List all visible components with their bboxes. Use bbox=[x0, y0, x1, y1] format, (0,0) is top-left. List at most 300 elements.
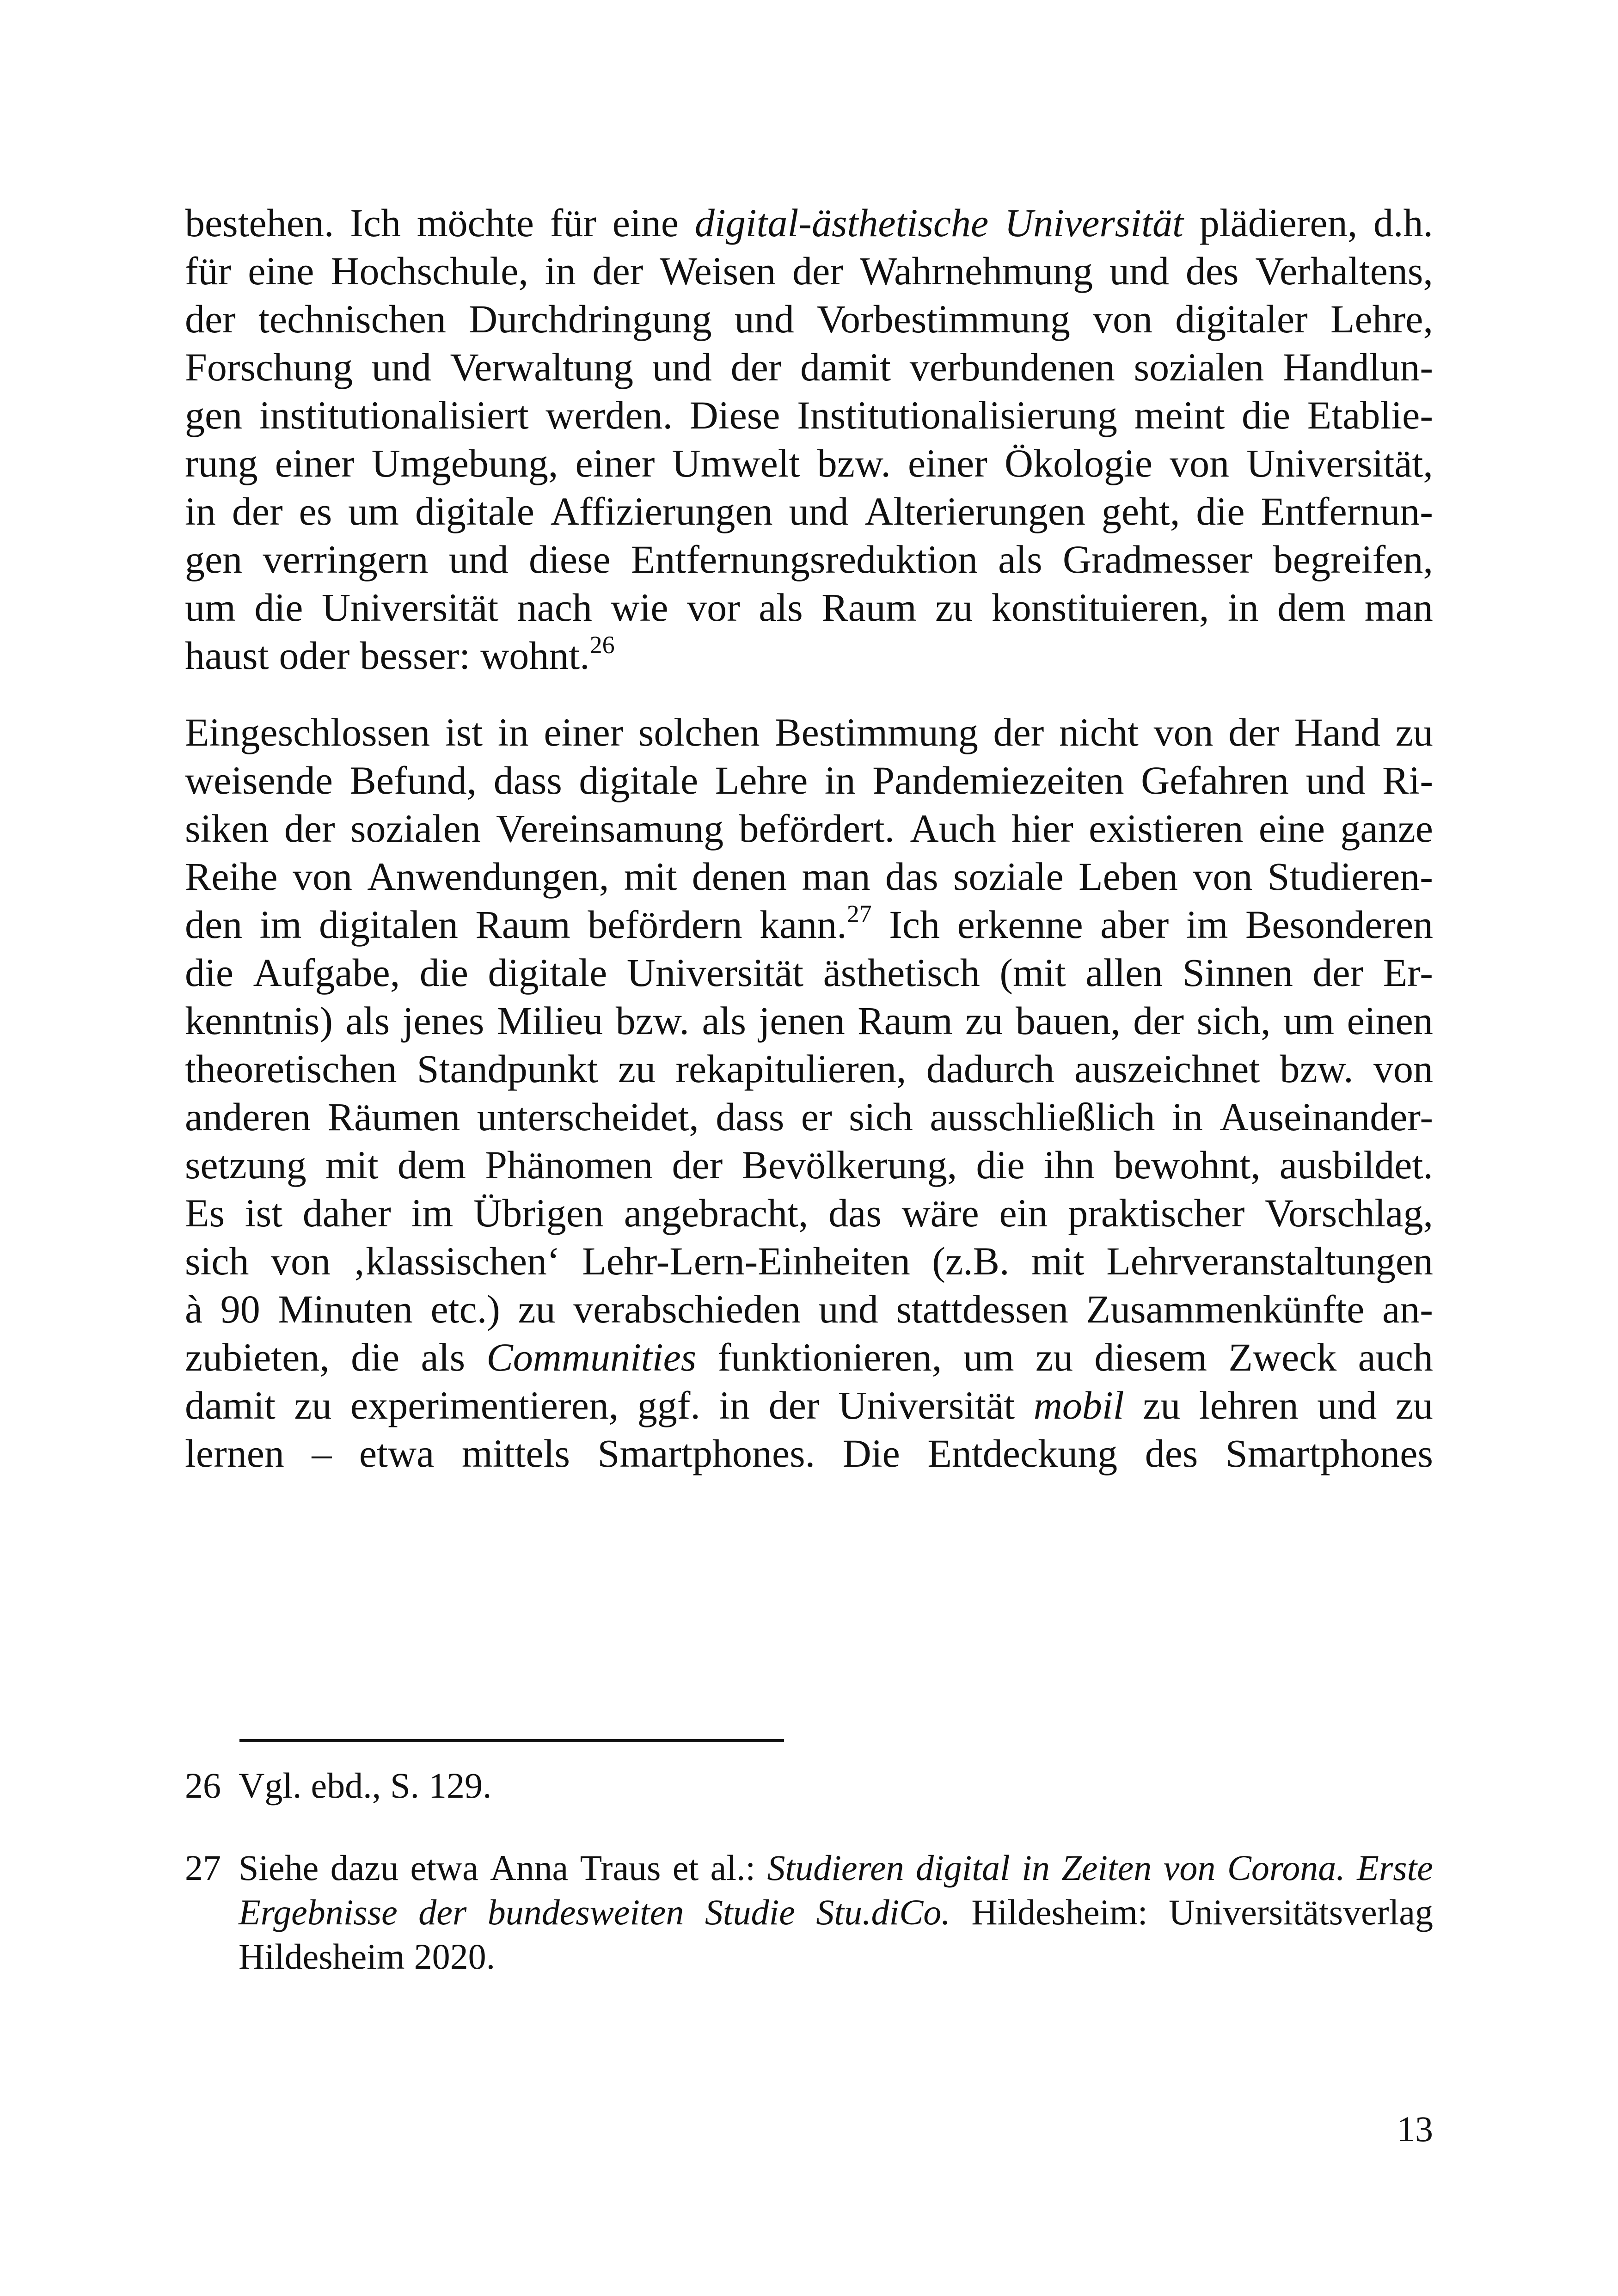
word: plädieren, bbox=[1199, 201, 1358, 245]
word: Entdeckung bbox=[927, 1431, 1118, 1476]
word: des bbox=[1145, 1431, 1198, 1476]
word: bauen, bbox=[1015, 998, 1121, 1043]
word: der bbox=[768, 1383, 820, 1427]
word: Eingeschlossen bbox=[185, 710, 430, 754]
word: Er- bbox=[1383, 950, 1433, 995]
word: ihn bbox=[1043, 1143, 1095, 1187]
word: angebracht, bbox=[624, 1191, 809, 1235]
word: nach bbox=[517, 585, 592, 630]
word: hier bbox=[1011, 806, 1073, 851]
word: d.h. bbox=[1373, 201, 1433, 245]
word: ist bbox=[245, 1191, 283, 1235]
word: etwa bbox=[410, 1848, 478, 1888]
word: ausbildet. bbox=[1279, 1143, 1433, 1187]
word: Es bbox=[185, 1191, 225, 1235]
text-line bbox=[185, 295, 1433, 343]
word: setzung bbox=[185, 1143, 306, 1187]
word: weisende bbox=[185, 758, 333, 802]
word: bestehen. bbox=[185, 201, 334, 245]
word: denen bbox=[692, 854, 787, 899]
text-line bbox=[185, 1093, 1433, 1141]
word: Stu.diCo. bbox=[816, 1892, 950, 1932]
word: Räumen bbox=[327, 1095, 460, 1139]
word: Lehrveranstaltungen bbox=[1106, 1239, 1433, 1283]
word: Erste bbox=[1357, 1848, 1433, 1888]
word: funktionieren, bbox=[717, 1335, 942, 1379]
word: an- bbox=[1382, 1287, 1433, 1331]
text-line bbox=[185, 949, 1433, 997]
word: Auch bbox=[910, 806, 996, 851]
word: Gefahren bbox=[1141, 758, 1289, 802]
word: Ökologie bbox=[1004, 441, 1153, 485]
word: stattdessen bbox=[896, 1287, 1068, 1331]
word: Zusammenkünfte bbox=[1086, 1287, 1365, 1331]
word: die bbox=[351, 1335, 400, 1379]
word: Lehre bbox=[715, 758, 808, 802]
text-line bbox=[185, 199, 1433, 247]
word: bundesweiten bbox=[487, 1892, 684, 1932]
word: Aufgabe, bbox=[253, 950, 400, 995]
word: erkenne bbox=[957, 902, 1083, 947]
word: Pandemiezeiten bbox=[872, 758, 1124, 802]
word: der bbox=[1228, 710, 1280, 754]
word: Handlun- bbox=[1283, 345, 1433, 389]
word: von bbox=[271, 1239, 331, 1283]
word: institutionalisiert bbox=[259, 393, 529, 437]
word: zubieten, bbox=[185, 1335, 330, 1379]
word: und bbox=[652, 345, 712, 389]
word: dem bbox=[397, 1143, 466, 1187]
word: Hildesheim: bbox=[971, 1892, 1148, 1932]
word: Umwelt bbox=[672, 441, 800, 485]
word: in bbox=[719, 1383, 750, 1427]
word: sozialen bbox=[350, 806, 481, 851]
word: die bbox=[976, 1143, 1025, 1187]
word: von bbox=[1170, 441, 1230, 485]
word: von bbox=[1163, 1848, 1216, 1888]
word: der bbox=[993, 710, 1044, 754]
word: dem bbox=[1277, 585, 1346, 630]
word: die bbox=[419, 950, 468, 995]
word: man bbox=[1364, 585, 1433, 630]
word: Zeiten bbox=[1061, 1848, 1152, 1888]
word: daher bbox=[302, 1191, 391, 1235]
word: jenes bbox=[402, 998, 484, 1043]
word: Übrigen bbox=[473, 1191, 604, 1235]
word: Verhaltens, bbox=[1255, 249, 1433, 293]
word: damit bbox=[185, 1383, 276, 1427]
word: Smartphones. bbox=[597, 1431, 815, 1476]
word: und bbox=[1109, 249, 1169, 293]
word: S. bbox=[390, 1765, 420, 1806]
text-line bbox=[185, 756, 1433, 804]
word: Communities bbox=[486, 1335, 697, 1379]
word: technischen bbox=[258, 297, 446, 341]
word: Universität bbox=[1004, 201, 1183, 245]
word: im bbox=[1186, 902, 1228, 947]
word: wohnt.$^{26}$ bbox=[480, 631, 615, 678]
word: Milieu bbox=[496, 998, 603, 1043]
word: einer bbox=[908, 441, 987, 485]
word: sich bbox=[185, 1239, 249, 1283]
word: dazu bbox=[330, 1848, 398, 1888]
word: Ergebnisse bbox=[239, 1892, 398, 1932]
word: ganze bbox=[1340, 806, 1433, 851]
word: zu bbox=[1035, 1335, 1073, 1379]
word: (mit bbox=[999, 950, 1066, 995]
word: und bbox=[1305, 758, 1366, 802]
text-line bbox=[185, 1141, 1433, 1189]
word: bzw. bbox=[817, 441, 891, 485]
word: 90 bbox=[220, 1287, 260, 1331]
word: die bbox=[1242, 393, 1291, 437]
word: in bbox=[1022, 1848, 1050, 1888]
word: Alterierungen bbox=[864, 489, 1085, 533]
text-line bbox=[185, 535, 1433, 583]
text-line bbox=[185, 900, 1433, 949]
word: aber bbox=[1100, 902, 1169, 947]
word: mit bbox=[624, 854, 677, 899]
word: 129. bbox=[429, 1765, 492, 1806]
word: die bbox=[185, 950, 234, 995]
word: werden. bbox=[545, 393, 673, 437]
word: und bbox=[789, 489, 849, 533]
word: von bbox=[1153, 710, 1214, 754]
word: experimentieren, bbox=[350, 1383, 619, 1427]
word: lehren bbox=[1199, 1383, 1299, 1427]
word: Die bbox=[842, 1431, 900, 1476]
word: gen bbox=[185, 537, 243, 582]
word: Lehr-Lern-Einheiten bbox=[582, 1239, 910, 1283]
word: sich, bbox=[1196, 998, 1271, 1043]
word: des bbox=[1185, 249, 1239, 293]
word: etwa bbox=[359, 1431, 435, 1476]
text-line bbox=[185, 1285, 1433, 1333]
word: als bbox=[702, 998, 746, 1043]
word: diese bbox=[528, 537, 611, 582]
word: das bbox=[828, 1191, 882, 1235]
word: Standpunkt bbox=[417, 1047, 598, 1091]
word: zu bbox=[1395, 1383, 1433, 1427]
word: Universität bbox=[838, 1383, 1015, 1427]
text-line bbox=[185, 1429, 1433, 1477]
word: in bbox=[497, 710, 529, 754]
word: lernen bbox=[185, 1431, 284, 1476]
word: Auseinander- bbox=[1220, 1095, 1433, 1139]
page-number: 13 bbox=[1397, 2109, 1433, 2149]
word: Umgebung, bbox=[371, 441, 558, 485]
word: verbundenen bbox=[909, 345, 1115, 389]
word: meint bbox=[1134, 393, 1225, 437]
word: zu bbox=[618, 1047, 656, 1091]
word: Ich bbox=[889, 902, 940, 947]
text-line bbox=[185, 1333, 1433, 1381]
footnote-separator bbox=[239, 1739, 784, 1742]
word: man bbox=[802, 854, 870, 899]
text-line bbox=[185, 1381, 1433, 1429]
word: wäre bbox=[901, 1191, 979, 1235]
word: Durchdringung bbox=[469, 297, 712, 341]
word: Wahrnehmung bbox=[859, 249, 1093, 293]
word: mit bbox=[325, 1143, 379, 1187]
body-text bbox=[185, 199, 1433, 1477]
word: al.: bbox=[710, 1848, 756, 1888]
word: das bbox=[885, 854, 938, 899]
word: Institutionalisierung bbox=[797, 393, 1117, 437]
word: als bbox=[998, 537, 1042, 582]
word: digital bbox=[916, 1848, 1010, 1888]
text-line bbox=[185, 583, 1433, 631]
word: die bbox=[1196, 489, 1245, 533]
text-line bbox=[185, 997, 1433, 1045]
word: einer bbox=[275, 441, 355, 485]
word: diesem bbox=[1094, 1335, 1207, 1379]
word: Vorschlag, bbox=[1265, 1191, 1433, 1235]
word: zu bbox=[294, 1383, 332, 1427]
word: der bbox=[284, 806, 335, 851]
word: existieren bbox=[1089, 806, 1244, 851]
word: der bbox=[418, 1892, 467, 1932]
word: im bbox=[411, 1191, 454, 1235]
word: einer bbox=[575, 441, 655, 485]
text-line bbox=[185, 708, 1433, 756]
text-line bbox=[185, 631, 1433, 680]
word: – bbox=[312, 1431, 332, 1476]
word: der bbox=[592, 249, 644, 293]
word: es bbox=[299, 489, 332, 533]
word: à bbox=[185, 1287, 203, 1331]
word: kenntnis) bbox=[185, 998, 333, 1043]
word: der bbox=[232, 489, 283, 533]
word: oder bbox=[279, 633, 350, 678]
word: Bestimmung bbox=[775, 710, 978, 754]
word: Smartphones bbox=[1225, 1431, 1433, 1476]
word: Studie bbox=[705, 1892, 795, 1932]
word: Raum bbox=[821, 585, 917, 630]
word: Anwendungen, bbox=[367, 854, 609, 899]
word: eine bbox=[1258, 806, 1325, 851]
word: eine bbox=[612, 201, 679, 245]
word: der bbox=[792, 249, 843, 293]
word: digitaler bbox=[1175, 297, 1308, 341]
word: von bbox=[1373, 1047, 1433, 1091]
word: rung bbox=[185, 441, 258, 485]
word: sich bbox=[849, 1095, 913, 1139]
word: einen bbox=[1347, 998, 1433, 1043]
word: in bbox=[1172, 1095, 1203, 1139]
footnote-number: 27 bbox=[185, 1848, 221, 1888]
word: für bbox=[185, 249, 232, 293]
word: in bbox=[1227, 585, 1259, 630]
footnote-27 bbox=[185, 1846, 1433, 1979]
word: zu bbox=[1143, 1383, 1181, 1427]
text-line bbox=[185, 804, 1433, 852]
word: er bbox=[801, 1095, 832, 1139]
word: rekapitulieren, bbox=[675, 1047, 907, 1091]
word: Vgl. bbox=[239, 1765, 302, 1806]
text-line bbox=[185, 439, 1433, 487]
word: Zweck bbox=[1228, 1335, 1337, 1379]
word: begreifen, bbox=[1273, 537, 1433, 582]
word: ebd., bbox=[311, 1765, 381, 1806]
word: ein bbox=[999, 1191, 1048, 1235]
text-line bbox=[185, 487, 1433, 535]
word: bzw. bbox=[1280, 1047, 1354, 1091]
word: unterscheidet, bbox=[477, 1095, 699, 1139]
word: Universität, bbox=[1246, 441, 1433, 485]
word: nicht bbox=[1059, 710, 1139, 754]
word: im bbox=[259, 902, 302, 947]
word: Weisen bbox=[660, 249, 776, 293]
word: für bbox=[550, 201, 596, 245]
word: ausschließlich bbox=[930, 1095, 1155, 1139]
word: als bbox=[421, 1335, 466, 1379]
word: der bbox=[1312, 950, 1364, 995]
word: solchen bbox=[638, 710, 760, 754]
word: digitale bbox=[579, 758, 699, 802]
word: haust bbox=[185, 633, 269, 678]
word: Universitätsverlag bbox=[1169, 1892, 1433, 1932]
word: Hand bbox=[1294, 710, 1381, 754]
word: den bbox=[185, 902, 243, 947]
word: Vorbestimmung bbox=[816, 297, 1070, 341]
word: um bbox=[963, 1335, 1014, 1379]
footnote-line bbox=[239, 1935, 1433, 1979]
word: digitale bbox=[415, 489, 534, 533]
footnote-line bbox=[239, 1890, 1433, 1935]
word: geht, bbox=[1101, 489, 1180, 533]
word: Besonderen bbox=[1245, 902, 1433, 947]
word: mittels bbox=[461, 1431, 570, 1476]
word: eine bbox=[248, 249, 314, 293]
word: vor bbox=[687, 585, 740, 630]
word: wie bbox=[611, 585, 668, 630]
word: befördert. bbox=[739, 806, 895, 851]
word: auch bbox=[1358, 1335, 1433, 1379]
word: in bbox=[545, 249, 576, 293]
word: Verwaltung bbox=[450, 345, 634, 389]
word: der bbox=[672, 1143, 723, 1187]
word: praktischer bbox=[1068, 1191, 1245, 1235]
word: Corona. bbox=[1227, 1848, 1345, 1888]
word: Befund, bbox=[349, 758, 477, 802]
word: ‚klassischen‘ bbox=[352, 1239, 560, 1283]
word: dadurch bbox=[926, 1047, 1054, 1091]
word: Gradmesser bbox=[1062, 537, 1253, 582]
word: soziale bbox=[953, 854, 1064, 899]
word: 2020. bbox=[414, 1936, 496, 1977]
word: Ich bbox=[350, 201, 401, 245]
text-line bbox=[185, 343, 1433, 391]
word: einer bbox=[544, 710, 624, 754]
word: konstituieren, bbox=[991, 585, 1209, 630]
word: von bbox=[1193, 854, 1253, 899]
word: Entfernun- bbox=[1261, 489, 1433, 533]
word: und bbox=[371, 345, 431, 389]
word: von bbox=[292, 854, 352, 899]
word: in bbox=[185, 489, 216, 533]
footnote-number: 26 bbox=[185, 1765, 221, 1806]
word: Universität bbox=[626, 950, 804, 995]
word: et bbox=[672, 1848, 699, 1888]
footnote-reference: 26 bbox=[589, 631, 615, 659]
word: mobil bbox=[1033, 1383, 1124, 1427]
word: theoretischen bbox=[185, 1047, 397, 1091]
word: zu bbox=[935, 585, 973, 630]
word: Affizierungen bbox=[550, 489, 773, 533]
word: als bbox=[345, 998, 390, 1043]
word: Ri- bbox=[1382, 758, 1433, 802]
word: (z.B. bbox=[932, 1239, 1010, 1283]
word: bewohnt, bbox=[1113, 1143, 1261, 1187]
word: Leben bbox=[1079, 854, 1178, 899]
word: digital-ästhetische bbox=[694, 201, 989, 245]
text-line bbox=[185, 247, 1433, 295]
footnote-line bbox=[239, 1846, 1433, 1890]
word: um bbox=[1283, 998, 1335, 1043]
footnote-reference: 27 bbox=[846, 900, 872, 928]
word: mit bbox=[1031, 1239, 1085, 1283]
word: um bbox=[185, 585, 236, 630]
word: dass bbox=[493, 758, 562, 802]
word: und bbox=[734, 297, 794, 341]
word: Siehe bbox=[239, 1848, 319, 1888]
word: Minuten bbox=[278, 1287, 413, 1331]
text-line bbox=[185, 1237, 1433, 1285]
word: ist bbox=[445, 710, 483, 754]
word: damit bbox=[800, 345, 891, 389]
word: zu bbox=[965, 998, 1003, 1043]
footnotes bbox=[185, 1763, 1433, 1979]
word: möchte bbox=[417, 201, 534, 245]
word: Forschung bbox=[185, 345, 353, 389]
word: dass bbox=[716, 1095, 784, 1139]
word: verabschieden bbox=[573, 1287, 801, 1331]
word: Bevölkerung, bbox=[742, 1143, 957, 1187]
word: siken bbox=[185, 806, 269, 851]
word: Etablie- bbox=[1307, 393, 1433, 437]
word: Studieren- bbox=[1267, 854, 1433, 899]
word: Universität bbox=[321, 585, 499, 630]
word: Sinnen bbox=[1182, 950, 1293, 995]
word: als bbox=[759, 585, 803, 630]
word: Vereinsamung bbox=[496, 806, 724, 851]
word: der bbox=[1133, 998, 1184, 1043]
word: von bbox=[1093, 297, 1153, 341]
word: Raum bbox=[475, 902, 570, 947]
text-line bbox=[185, 391, 1433, 439]
word: Hochschule, bbox=[331, 249, 528, 293]
word: Studieren bbox=[767, 1848, 904, 1888]
word: Lehre, bbox=[1330, 297, 1433, 341]
word: sozialen bbox=[1134, 345, 1264, 389]
text-line bbox=[185, 1045, 1433, 1093]
word: zu bbox=[518, 1287, 556, 1331]
word: kann.$^{27}$ bbox=[760, 900, 872, 947]
word: ästhetisch bbox=[823, 950, 980, 995]
word: der bbox=[730, 345, 782, 389]
word: Diese bbox=[689, 393, 780, 437]
word: jenen bbox=[759, 998, 845, 1043]
footnote-line bbox=[239, 1763, 1433, 1808]
word: zu bbox=[1395, 710, 1433, 754]
word: bzw. bbox=[615, 998, 689, 1043]
word: in bbox=[824, 758, 856, 802]
word: und bbox=[448, 537, 509, 582]
word: ggf. bbox=[637, 1383, 700, 1427]
word: gen bbox=[185, 393, 243, 437]
word: Hildesheim bbox=[239, 1936, 405, 1977]
